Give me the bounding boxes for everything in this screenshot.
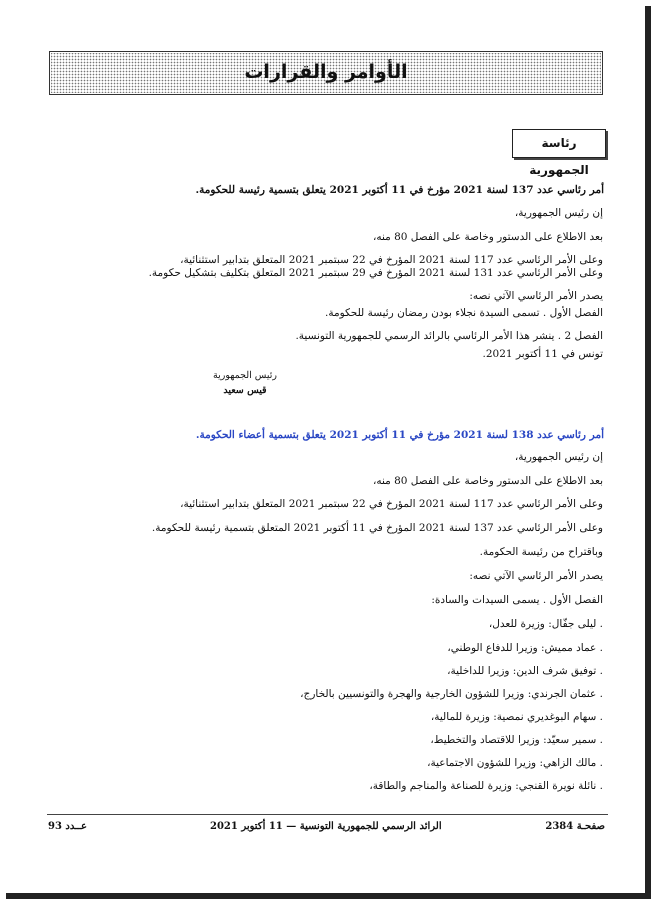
order-137-line: وعلى الأمر الرئاسي عدد 131 لسنة 2021 المؤرخ في 29 سبتمبر 2021 المتعلق بتكليف بتشكيل حكومة. <box>148 267 603 279</box>
order-138-member: . توفيق شرف الدين: وزيرا للداخلية، <box>447 665 603 677</box>
section-title-box: رئاسة الجمهورية <box>512 129 606 158</box>
order-138-member: . عثمان الجرندي: وزيرا للشؤون الخارجية والهجرة والتونسيين بالخارج، <box>300 688 603 700</box>
order-138-member: . ليلى جفّال: وزيرة للعدل، <box>488 618 603 630</box>
order-137-line: بعد الاطلاع على الدستور وخاصة على الفصل 80 منه، <box>372 231 603 243</box>
order-137-line: الفصل 2 . ينشر هذا الأمر الرئاسي بالرائد الرسمي للجمهورية التونسية. <box>295 330 603 342</box>
order-138-line: وعلى الأمر الرئاسي عدد 137 لسنة 2021 المؤرخ في 11 أكتوبر 2021 المتعلق بتسمية رئيسة للحكومة. <box>151 522 603 534</box>
order-138-line: وباقتراح من رئيسة الحكومة. <box>479 546 603 558</box>
footer-journal-title: الرائد الرسمي للجمهورية التونسية — 11 أكتوبر 2021 <box>210 821 442 832</box>
order-138-line: بعد الاطلاع على الدستور وخاصة على الفصل 80 منه، <box>372 475 603 487</box>
order-137-line: الفصل الأول . تسمى السيدة نجلاء بودن رمضان رئيسة للحكومة. <box>324 307 603 319</box>
signature-title: رئيس الجمهورية <box>213 370 277 381</box>
order-137-heading: أمر رئاسي عدد 137 لسنة 2021 مؤرخ في 11 أكتوبر 2021 يتعلق بتسمية رئيسة للحكومة. <box>195 184 604 196</box>
order-137-line: تونس في 11 أكتوبر 2021. <box>482 348 603 360</box>
order-138-line: وعلى الأمر الرئاسي عدد 117 لسنة 2021 المؤرخ في 22 سبتمبر 2021 المتعلق بتدابير استثنائية، <box>180 498 603 510</box>
order-138-member: . سمير سعيّد: وزيرا للاقتصاد والتخطيط، <box>430 734 603 746</box>
banner-title: الأوامر والقرارات <box>244 61 408 83</box>
order-138-member: . سهام البوغديري نمصية: وزيرة للمالية، <box>430 711 603 723</box>
footer-rule <box>47 814 608 815</box>
order-138-member: . مالك الزاهي: وزيرا للشؤون الاجتماعية، <box>427 757 603 769</box>
order-138-line: يصدر الأمر الرئاسي الآتي نصه: <box>469 570 603 582</box>
order-137-line: إن رئيس الجمهورية، <box>514 207 603 219</box>
order-138-heading: أمر رئاسي عدد 138 لسنة 2021 مؤرخ في 11 أكتوبر 2021 يتعلق بتسمية أعضاء الحكومة. <box>195 429 604 441</box>
order-137-line: وعلى الأمر الرئاسي عدد 117 لسنة 2021 المؤرخ في 22 سبتمبر 2021 المتعلق بتدابير استثنائية، <box>180 254 603 266</box>
footer-issue-number: عــدد 93 <box>48 821 87 832</box>
order-138-line: الفصل الأول . يسمى السيدات والسادة: <box>431 594 603 606</box>
signature-name: قيس سعيد <box>223 385 267 396</box>
footer-page-number: صفحـة 2384 <box>545 821 605 832</box>
order-138-member: . عماد مميش: وزيرا للدفاع الوطني، <box>447 642 603 654</box>
order-137-line: يصدر الأمر الرئاسي الآتي نصه: <box>469 290 603 302</box>
section-banner <box>49 51 603 95</box>
order-138-member: . نائلة نويرة القنجي: وزيرة للصناعة والمناجم والطاقة، <box>369 780 603 792</box>
order-138-line: إن رئيس الجمهورية، <box>514 451 603 463</box>
